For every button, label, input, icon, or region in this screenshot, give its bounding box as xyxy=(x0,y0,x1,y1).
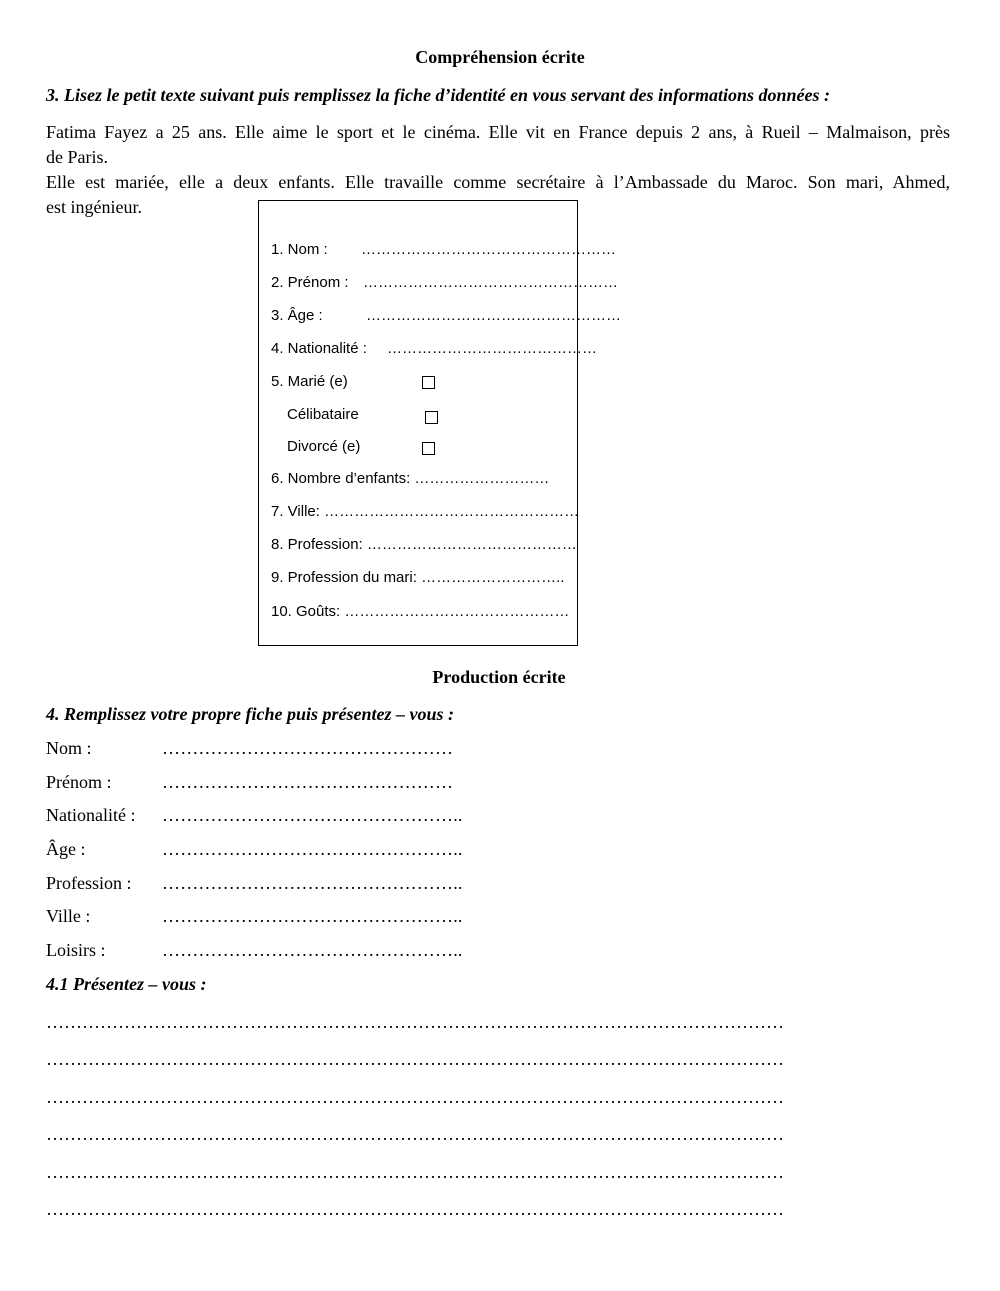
card-row-profession-mari xyxy=(271,569,564,586)
writing-line[interactable]: …………………………………………………………………………………………………………… xyxy=(46,1124,784,1144)
checkbox-celibataire[interactable] xyxy=(425,411,438,424)
form-label-loisirs: Loisirs : xyxy=(46,940,106,960)
card-label-nationalite: 4. Nationalité : xyxy=(271,340,367,357)
card-dots-prenom[interactable]: …………………………………………… xyxy=(363,274,618,291)
card-dots-nationalite[interactable]: …………………………………… xyxy=(387,340,597,357)
form-label-ville: Ville : xyxy=(46,906,91,926)
card-label-divorce: Divorcé (e) xyxy=(287,438,361,455)
card-row-divorce xyxy=(287,438,360,455)
card-dots-profession[interactable]: …………………………………… xyxy=(366,536,577,553)
form-label-age: Âge : xyxy=(46,839,86,859)
question-4-1: 4.1 Présentez – vous : xyxy=(46,974,207,994)
card-row-enfants xyxy=(271,470,549,487)
card-label-age: 3. Âge : xyxy=(271,307,323,324)
reading-text-line-1 xyxy=(46,120,950,145)
card-dots-nom[interactable]: …………………………………………… xyxy=(361,241,616,258)
card-dots-age[interactable]: …………………………………………… xyxy=(366,307,621,324)
writing-line[interactable]: …………………………………………………………………………………………………………… xyxy=(46,1049,784,1069)
checkbox-divorce[interactable] xyxy=(422,442,435,455)
card-dots-enfants[interactable]: ……………………… xyxy=(414,470,550,487)
form-dots-nationalite[interactable]: ………………………………………….. xyxy=(162,805,463,825)
card-row-nom xyxy=(271,241,616,258)
card-row-nationalite xyxy=(271,340,597,357)
writing-line[interactable]: …………………………………………………………………………………………………………… xyxy=(46,1087,784,1107)
reading-text-line-4: est ingénieur. xyxy=(46,197,142,217)
form-label-nom: Nom : xyxy=(46,738,92,758)
card-row-prenom xyxy=(271,274,618,291)
card-label-nom: 1. Nom : xyxy=(271,241,328,258)
form-dots-age[interactable]: ………………………………………….. xyxy=(162,839,463,859)
reading-text-line-2: de Paris. xyxy=(46,147,108,167)
reading-text-line-3 xyxy=(46,170,950,195)
card-row-age xyxy=(271,307,621,324)
card-dots-ville[interactable]: …………………………………………… xyxy=(324,503,580,520)
writing-line[interactable]: …………………………………………………………………………………………………………… xyxy=(46,1199,784,1219)
question-4: 4. Remplissez votre propre fiche puis présentez – vous : xyxy=(46,704,454,724)
form-dots-ville[interactable]: ………………………………………….. xyxy=(162,906,463,926)
card-row-gouts xyxy=(271,603,569,620)
writing-line[interactable]: …………………………………………………………………………………………………………… xyxy=(46,1012,784,1032)
card-label-profession: 8. Profession: xyxy=(271,536,363,553)
card-label-marie: 5. Marié (e) xyxy=(271,373,348,390)
section-title-comprehension: Compréhension écrite xyxy=(415,47,585,67)
reading-text-line-3-content: Elle est mariée, elle a deux enfants. Elle travaille comme secrétaire à l’Ambassade du Maroc. Son mari, Ahmed, xyxy=(46,172,950,192)
card-label-gouts: 10. Goûts: xyxy=(271,603,341,620)
card-row-marie xyxy=(271,373,348,390)
card-dots-profession-mari[interactable]: ……………………….. xyxy=(421,569,565,586)
form-dots-profession[interactable]: ………………………………………….. xyxy=(162,873,463,893)
reading-text-line-1-content: Fatima Fayez a 25 ans. Elle aime le sport et le cinéma. Elle vit en France depuis 2 ans, à Rueil – Malmaison, près xyxy=(46,122,950,142)
card-label-enfants: 6. Nombre d’enfants: xyxy=(271,470,411,487)
form-label-prenom: Prénom : xyxy=(46,772,112,792)
card-label-celibataire: Célibataire xyxy=(287,406,359,423)
card-label-ville: 7. Ville: xyxy=(271,503,320,520)
card-dots-gouts[interactable]: ……………………………………… xyxy=(344,603,570,620)
checkbox-marie[interactable] xyxy=(422,376,435,389)
form-dots-loisirs[interactable]: ………………………………………….. xyxy=(162,940,463,960)
question-3: 3. Lisez le petit texte suivant puis remplissez la fiche d’identité en vous servant des informations données : xyxy=(46,85,830,105)
section-title-production: Production écrite xyxy=(432,667,566,687)
form-label-nationalite: Nationalité : xyxy=(46,805,136,825)
writing-line[interactable]: …………………………………………………………………………………………………………… xyxy=(46,1162,784,1182)
card-row-profession xyxy=(271,536,577,553)
card-row-ville xyxy=(271,503,579,520)
card-label-prenom: 2. Prénom : xyxy=(271,274,349,291)
card-row-celibataire xyxy=(287,406,359,423)
form-label-profession: Profession : xyxy=(46,873,132,893)
form-dots-prenom[interactable]: ………………………………………… xyxy=(162,772,454,792)
form-dots-nom[interactable]: ………………………………………… xyxy=(162,738,454,758)
card-label-profession-mari: 9. Profession du mari: xyxy=(271,569,417,586)
identity-card xyxy=(258,200,621,646)
